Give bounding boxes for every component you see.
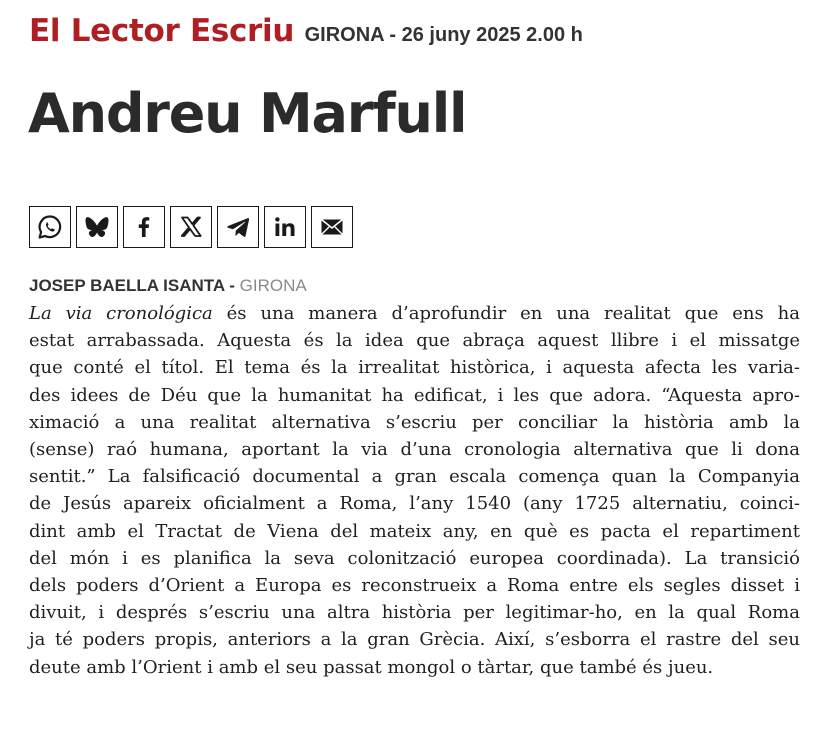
body-line: que conté el títol. El tema és la irrealitat històrica, i aquesta afecta les varia- <box>29 357 800 379</box>
article-kicker <box>29 13 583 49</box>
section-link[interactable]: El Lector Escriu <box>29 13 295 49</box>
body-line <box>29 300 800 327</box>
byline-place: GIRONA <box>239 276 307 295</box>
body-line: de Jesús apareix oficialment a Roma, l’any 1540 (any 1725 alternatiu, coinci- <box>29 493 800 515</box>
article-body <box>29 300 800 681</box>
body-line: des idees de Déu que la humanitat ha edificat, i les que adora. “Aquesta apro- <box>29 384 800 406</box>
body-line: dint amb el Tractat de Viena del mateix any, en què es pacta el repartiment <box>29 520 800 542</box>
email-icon <box>318 213 346 241</box>
article-title: Andreu Marfull <box>28 82 467 145</box>
share-x-button[interactable] <box>170 206 212 248</box>
telegram-icon <box>224 213 252 241</box>
dateline: GIRONA - 26 juny 2025 2.00 h <box>304 24 583 46</box>
body-line: estat arrabassada. Aquesta és la idea que abraça aquest llibre i el missatge <box>29 330 800 352</box>
byline <box>29 276 307 296</box>
body-line: (sense) raó humana, aportant la via d’una cronologia alternativa que li dona <box>29 439 800 461</box>
book-title: La via cronológica <box>29 303 213 324</box>
body-line: del món i es planifica la seva colonització europea coordinada). La transició <box>29 547 800 569</box>
body-line: dels poders d’Orient a Europa es reconstrueix a Roma entre els segles disset i <box>29 575 800 597</box>
body-line: ximació a una realitat alternativa s’escriu per conciliar la història amb la <box>29 411 800 433</box>
body-line: deute amb l’Orient i amb el seu passat mongol o tàrtar, que també és jueu. <box>29 656 714 678</box>
share-bar <box>29 206 353 248</box>
body-line: sentit.” La falsificació documental a gran escala comença quan la Companyia <box>29 466 800 488</box>
whatsapp-icon <box>36 213 64 241</box>
share-bluesky-button[interactable] <box>76 206 118 248</box>
share-telegram-button[interactable] <box>217 206 259 248</box>
byline-separator: - <box>224 276 240 295</box>
share-facebook-button[interactable] <box>123 206 165 248</box>
linkedin-icon <box>271 213 299 241</box>
share-linkedin-button[interactable] <box>264 206 306 248</box>
facebook-icon <box>130 213 158 241</box>
x-icon <box>177 213 205 241</box>
share-whatsapp-button[interactable] <box>29 206 71 248</box>
body-line: divuit, i després s’escriu una altra història per legitimar-ho, en la qual Roma <box>29 602 800 624</box>
body-line-text: és una manera d’aprofundir en una realitat que ens ha <box>212 303 800 324</box>
body-line: ja té poders propis, anteriors a la gran Grècia. Així, s’esborra el rastre del seu <box>29 629 800 651</box>
share-email-button[interactable] <box>311 206 353 248</box>
author-name: JOSEP BAELLA ISANTA <box>29 276 225 295</box>
bluesky-icon <box>83 213 111 241</box>
